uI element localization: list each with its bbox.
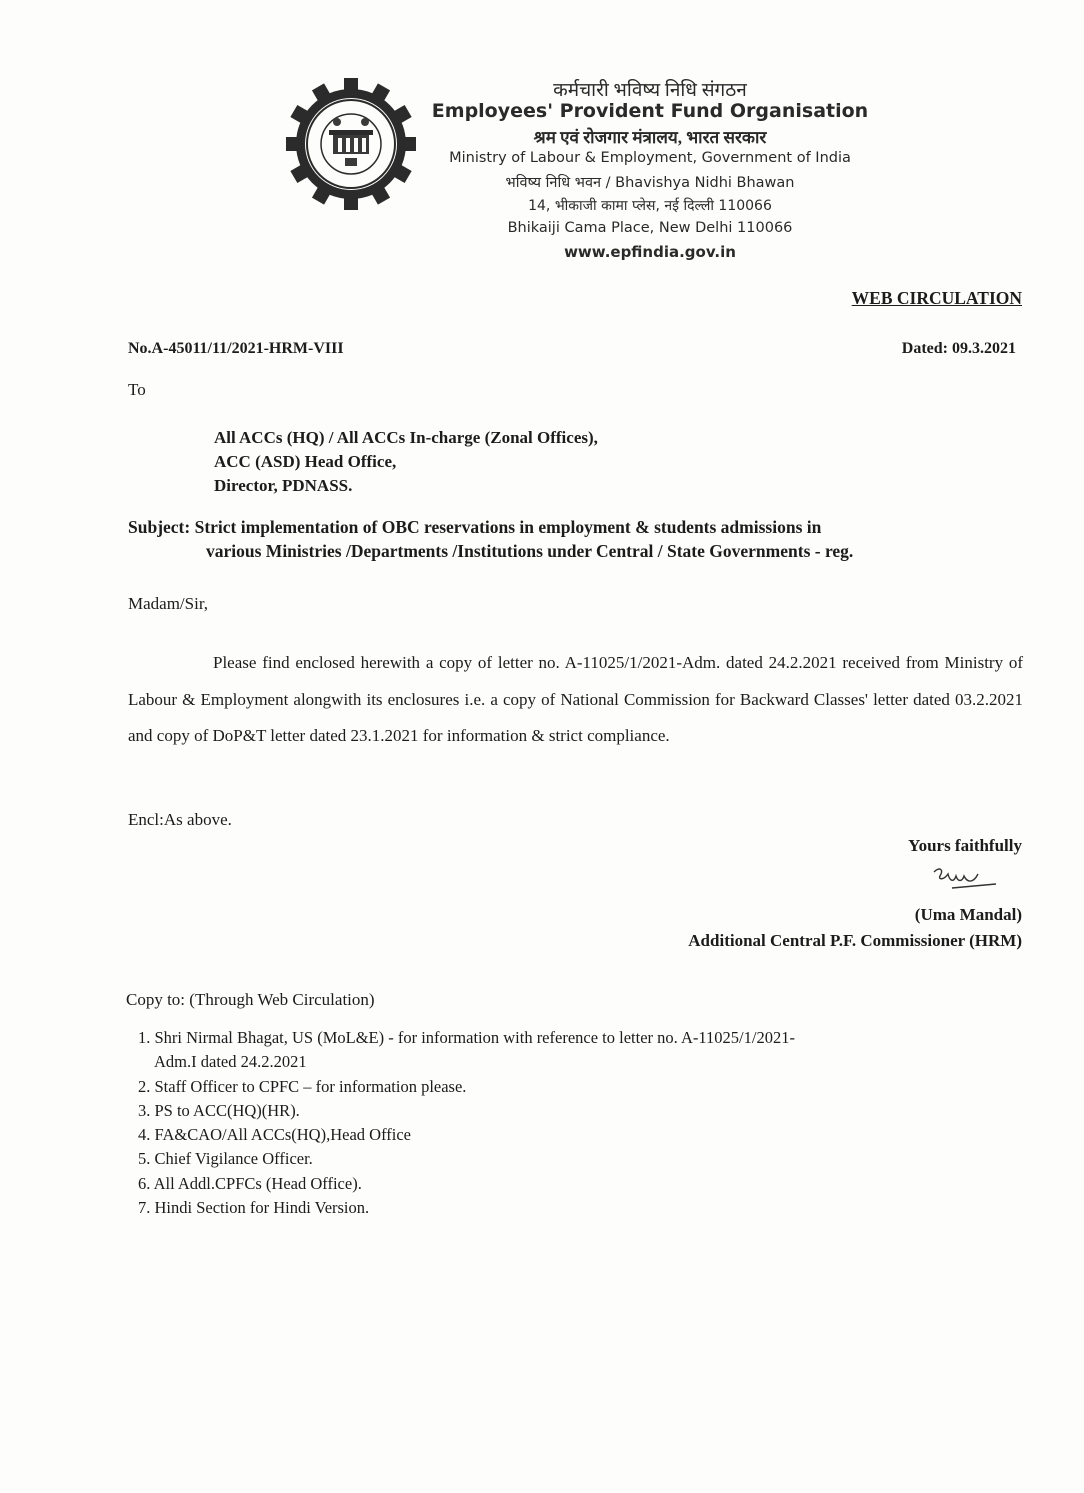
website-link[interactable]: www.epfindia.gov.in (564, 243, 736, 261)
ministry-name-hindi: श्रम एवं रोजगार मंत्रालय, भारत सरकार (533, 128, 767, 147)
copy-to-list (128, 1026, 1008, 1220)
ministry-name-english: Ministry of Labour & Employment, Government of India (449, 150, 851, 166)
letter-body: Please find enclosed herewith a copy of letter no. A-11025/1/2021-Adm. dated 24.2.2021 received from Ministry of Labour & Employment alongwith its enclosures i.e. a copy of National Commission for Backward Classes' letter dated 03.2.2021 and copy of DoP&T letter dated 23.1.2021 for information & strict compliance. (128, 653, 1023, 745)
salutation: Madam/Sir, (128, 594, 209, 613)
bhawan-name: भविष्य निधि भवन / Bhavishya Nidhi Bhawan (505, 175, 795, 191)
epfo-emblem-icon (286, 76, 416, 212)
closing: Yours faithfully (908, 836, 1022, 855)
reference-number: No.A-45011/11/2021-HRM-VIII (128, 340, 344, 357)
addressee-line: All ACCs (HQ) / All ACCs In-charge (Zonal Offices), (214, 428, 598, 447)
list-item: 4. FA&CAO/All ACCs(HQ),Head Office (138, 1125, 411, 1145)
addressee-line: ACC (ASD) Head Office, (214, 452, 397, 471)
to-label: To (128, 380, 146, 399)
list-item: 6. All Addl.CPFCs (Head Office). (138, 1173, 362, 1193)
list-item: Adm.I dated 24.2.2021 (154, 1052, 307, 1072)
list-item: 7. Hindi Section for Hindi Version. (138, 1198, 370, 1218)
list-item: 1. Shri Nirmal Bhagat, US (MoL&E) - for information with reference to letter no. A-11025/1/2021- (138, 1028, 795, 1047)
letter-date: Dated: 09.3.2021 (901, 340, 1016, 357)
list-item: 2. Staff Officer to CPFC – for information please. (138, 1076, 467, 1096)
list-item: 3. PS to ACC(HQ)(HR). (138, 1100, 300, 1120)
list-item: 5. Chief Vigilance Officer. (138, 1149, 313, 1169)
address-hindi: 14, भीकाजी कामा प्लेस, नई दिल्ली 110066 (528, 198, 772, 214)
subject-line-2: various Ministries /Departments /Institutions under Central / State Governments - reg. (206, 541, 854, 561)
org-name-hindi: कर्मचारी भविष्य निधि संगठन (553, 80, 747, 101)
subject-line-1: Subject: Strict implementation of OBC reservations in employment & students admissions in (128, 517, 822, 537)
org-name-english: Employees' Provident Fund Organisation (431, 100, 869, 122)
signature-icon (930, 862, 1000, 892)
addressee-line: Director, PDNASS. (214, 476, 353, 495)
enclosure-note: Encl:As above. (128, 810, 232, 829)
circulation-label: WEB CIRCULATION (851, 288, 1022, 308)
signatory-name: (Uma Mandal) (914, 905, 1022, 924)
address-english: Bhikaiji Cama Place, New Delhi 110066 (507, 220, 793, 236)
subject (128, 515, 1028, 563)
copy-to-label: Copy to: (Through Web Circulation) (126, 990, 375, 1009)
signatory-designation: Additional Central P.F. Commissioner (HRM) (688, 931, 1022, 950)
